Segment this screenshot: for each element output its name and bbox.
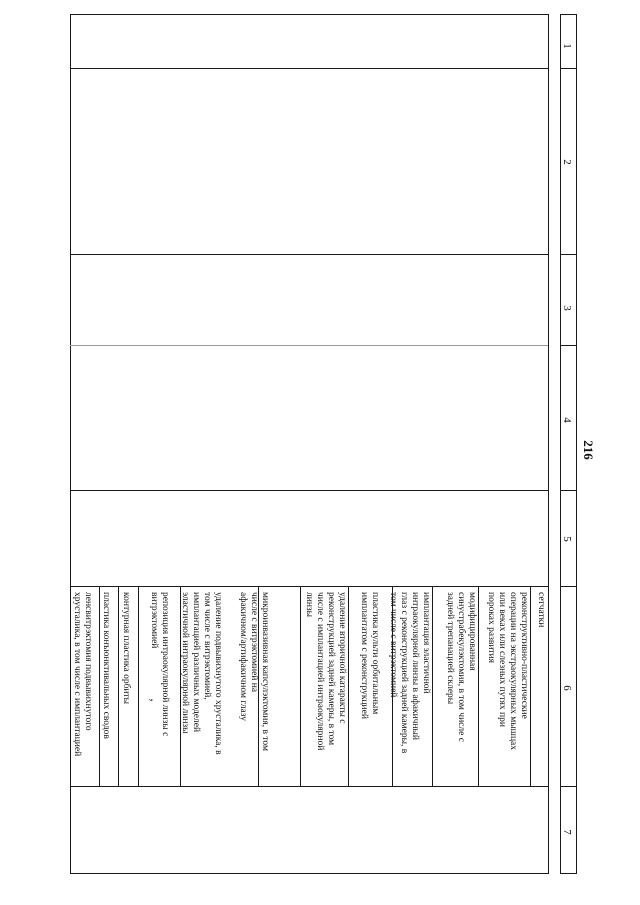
entry-line: ленсвитрэктомия подвывихнутого — [83, 592, 93, 731]
entry-line: линзы — [304, 592, 314, 618]
entry-line: эластичной интраокулярной линзы — [180, 592, 190, 734]
entry-line: числе с имплантацией интраокулярной — [315, 592, 325, 751]
entry-line: микроинвазивная капсулэктомия, в том — [260, 592, 270, 751]
column-divider — [70, 345, 548, 346]
entry-line: пластика конъюнктивальных сводов — [101, 592, 111, 739]
column-divider — [70, 490, 548, 491]
procedure-entry — [179, 592, 223, 755]
entry-line: задней трепанацией склеры — [445, 592, 455, 705]
entry-line: том числе с витрэктомией — [388, 592, 398, 698]
entry-line: модифицированная — [467, 592, 477, 671]
procedure-entry — [148, 592, 170, 736]
row-divider — [478, 586, 479, 786]
entry-line: афакичном/артифакичном глазу — [238, 592, 248, 722]
procedure-entry — [358, 592, 380, 719]
entry-line: том числе с витрэктомией, — [202, 592, 212, 700]
procedure-entry — [535, 592, 546, 627]
row-divider — [138, 586, 139, 786]
procedure-entry — [387, 592, 431, 753]
entry-line: имплантацией различных моделей — [191, 592, 201, 733]
header-divider — [560, 254, 576, 255]
column-number: 2 — [560, 159, 573, 165]
entry-line: сетчатки — [536, 592, 546, 628]
entry-line: удаление вторичной катаракты с — [337, 592, 347, 724]
entry-line: хрусталика, в том числе с имплантацией — [72, 592, 82, 757]
column-number: 6 — [560, 685, 573, 691]
entry-line: синустрабекулэктомия, в том числе с — [456, 592, 466, 742]
column-divider — [70, 586, 548, 587]
entry-line: имплантатом с реконструкцией — [359, 592, 369, 719]
entry-line: пластика культи орбитальным — [370, 592, 380, 715]
entry-line: удаление подвывихнутого хрусталика, в — [213, 592, 223, 755]
entry-line: интраокулярной линзы в афакичный — [410, 592, 420, 741]
column-number: 5 — [560, 536, 573, 542]
entry-line: имплантация эластичной — [421, 592, 431, 694]
row-divider — [118, 586, 119, 786]
header-divider — [560, 786, 576, 787]
column-divider — [70, 68, 548, 69]
header-divider — [560, 345, 576, 346]
entry-line: репозиция интраокулярной линзы с — [160, 592, 170, 737]
row-divider — [348, 586, 349, 786]
procedure-entry — [303, 592, 347, 750]
procedure-entry — [100, 592, 111, 739]
procedure-entry — [71, 592, 93, 756]
entry-line: реконструктивно-пластические — [519, 592, 529, 719]
header-divider — [560, 68, 576, 69]
entry-line: пороках развития — [486, 592, 496, 664]
entry-line: реконструкцией задней камеры, в том — [326, 592, 336, 746]
header-divider — [560, 586, 576, 587]
entry-line: контурная пластика орбиты — [121, 592, 131, 705]
row-divider — [300, 586, 301, 786]
column-number: 7 — [560, 829, 573, 835]
page-number: 216 — [580, 440, 596, 460]
row-divider — [530, 586, 531, 786]
procedure-entry — [485, 592, 529, 750]
row-divider — [432, 586, 433, 786]
header-divider — [560, 490, 576, 491]
column-divider — [70, 254, 548, 255]
header-strip — [560, 14, 577, 874]
entry-line: числе с витрэктомией на — [249, 592, 259, 693]
column-number: 4 — [560, 417, 573, 423]
entry-line: операции на экстраокулярных мышцах — [508, 592, 518, 751]
procedure-entry — [444, 592, 477, 742]
check-mark: , — [146, 698, 162, 702]
entry-line: витрэктомией — [149, 592, 159, 649]
column-divider — [70, 786, 548, 787]
entry-line: или веках или слезных путях при — [497, 592, 507, 727]
procedure-entry — [120, 592, 131, 704]
procedure-entry — [237, 592, 270, 751]
column-number: 3 — [560, 305, 573, 311]
entry-line: глаз с реконструкцией задней камеры, в — [399, 592, 409, 754]
column-number: 1 — [560, 43, 573, 49]
